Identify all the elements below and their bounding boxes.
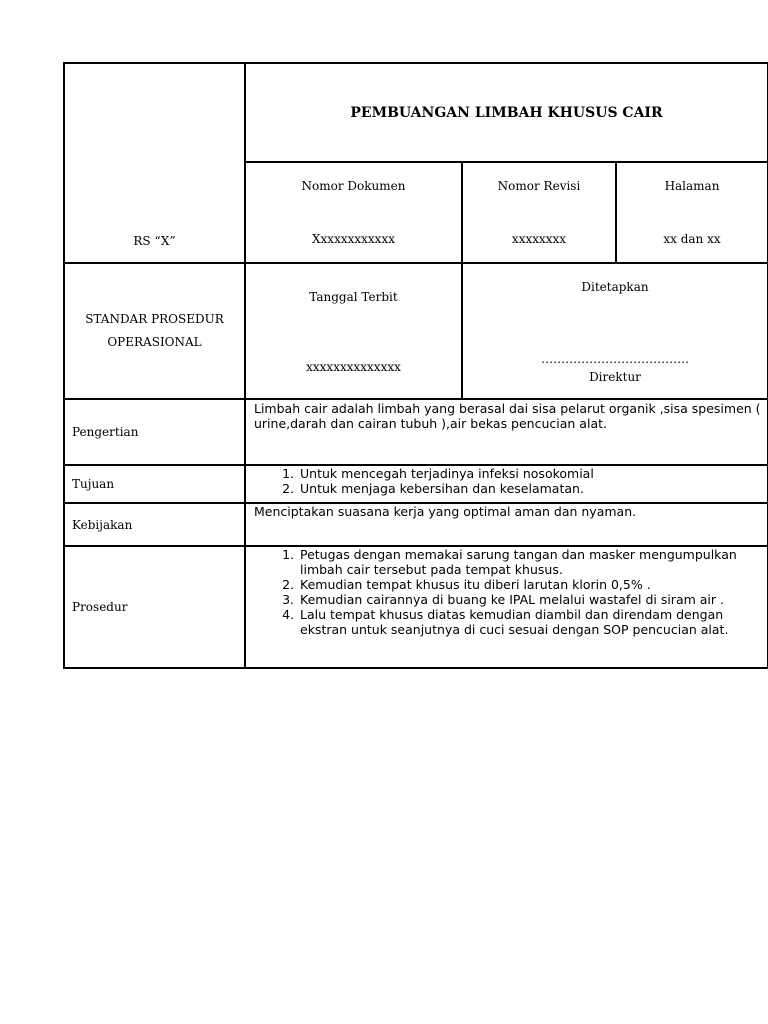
tujuan-content — [245, 465, 768, 503]
halaman-cell — [616, 162, 768, 263]
list-item: 2. Untuk menjaga kebersihan dan keselamatan. — [298, 481, 761, 496]
prosedur-label: Prosedur — [64, 546, 245, 668]
sop-document — [63, 62, 768, 669]
nomor-dokumen-cell — [245, 162, 462, 263]
sop-label-line1: STANDAR PROSEDUR — [85, 312, 224, 326]
halaman-label: Halaman — [664, 179, 720, 193]
list-item: 4. Lalu tempat khusus diatas kemudian diambil dan direndam dengan ekstran untuk seanjutnya di cuci sesuai dengan SOP pencucian alat. — [298, 607, 761, 637]
list-item: 1. Petugas dengan memakai sarung tangan dan masker mengumpulkan limbah cair tersebut pada tempat khusus. — [298, 547, 761, 577]
signature-line — [463, 352, 767, 366]
sop-label-cell — [64, 263, 245, 399]
tujuan-list — [254, 466, 761, 496]
signature-dots: ………………………………. — [541, 352, 689, 366]
kebijakan-text: Menciptakan suasana kerja yang optimal aman dan nyaman. — [254, 504, 637, 519]
nomor-revisi-label: Nomor Revisi — [497, 179, 581, 193]
prosedur-content — [245, 546, 768, 668]
tanggal-terbit-label: Tanggal Terbit — [309, 290, 398, 304]
pengertian-content — [245, 399, 768, 465]
kebijakan-label: Kebijakan — [64, 503, 245, 546]
hospital-cell — [64, 63, 245, 263]
ditetapkan-label: Ditetapkan — [581, 280, 649, 294]
list-item: 3. Kemudian cairannya di buang ke IPAL melalui wastafel di siram air . — [298, 592, 761, 607]
prosedur-list — [254, 547, 761, 637]
sop-table — [63, 62, 768, 669]
tujuan-label: Tujuan — [64, 465, 245, 503]
list-item: 2. Kemudian tempat khusus itu diberi larutan klorin 0,5% . — [298, 577, 761, 592]
list-item: 1. Untuk mencegah terjadinya infeksi nosokomial — [298, 466, 761, 481]
nomor-revisi-value: xxxxxxxx — [511, 232, 567, 246]
tanggal-terbit-value: xxxxxxxxxxxxxx — [306, 360, 401, 374]
halaman-value: xx dan xx — [663, 232, 721, 246]
pengertian-label: Pengertian — [64, 399, 245, 465]
nomor-revisi-cell — [462, 162, 616, 263]
ditetapkan-cell — [462, 263, 768, 399]
direktur-label: Direktur — [589, 370, 641, 384]
nomor-dokumen-label: Nomor Dokumen — [301, 179, 406, 193]
hospital-name: RS “X” — [133, 234, 176, 248]
pengertian-text: Limbah cair adalah limbah yang berasal dai sisa pelarut organik ,sisa spesimen ( urine,darah dan cairan tubuh ),air bekas pencucian alat. — [254, 401, 761, 431]
tanggal-terbit-cell — [245, 263, 462, 399]
kebijakan-content — [245, 503, 768, 546]
nomor-dokumen-value: Xxxxxxxxxxxx — [312, 232, 395, 246]
sop-label-line2: OPERASIONAL — [107, 335, 202, 349]
document-title: PEMBUANGAN LIMBAH KHUSUS CAIR — [245, 63, 768, 162]
